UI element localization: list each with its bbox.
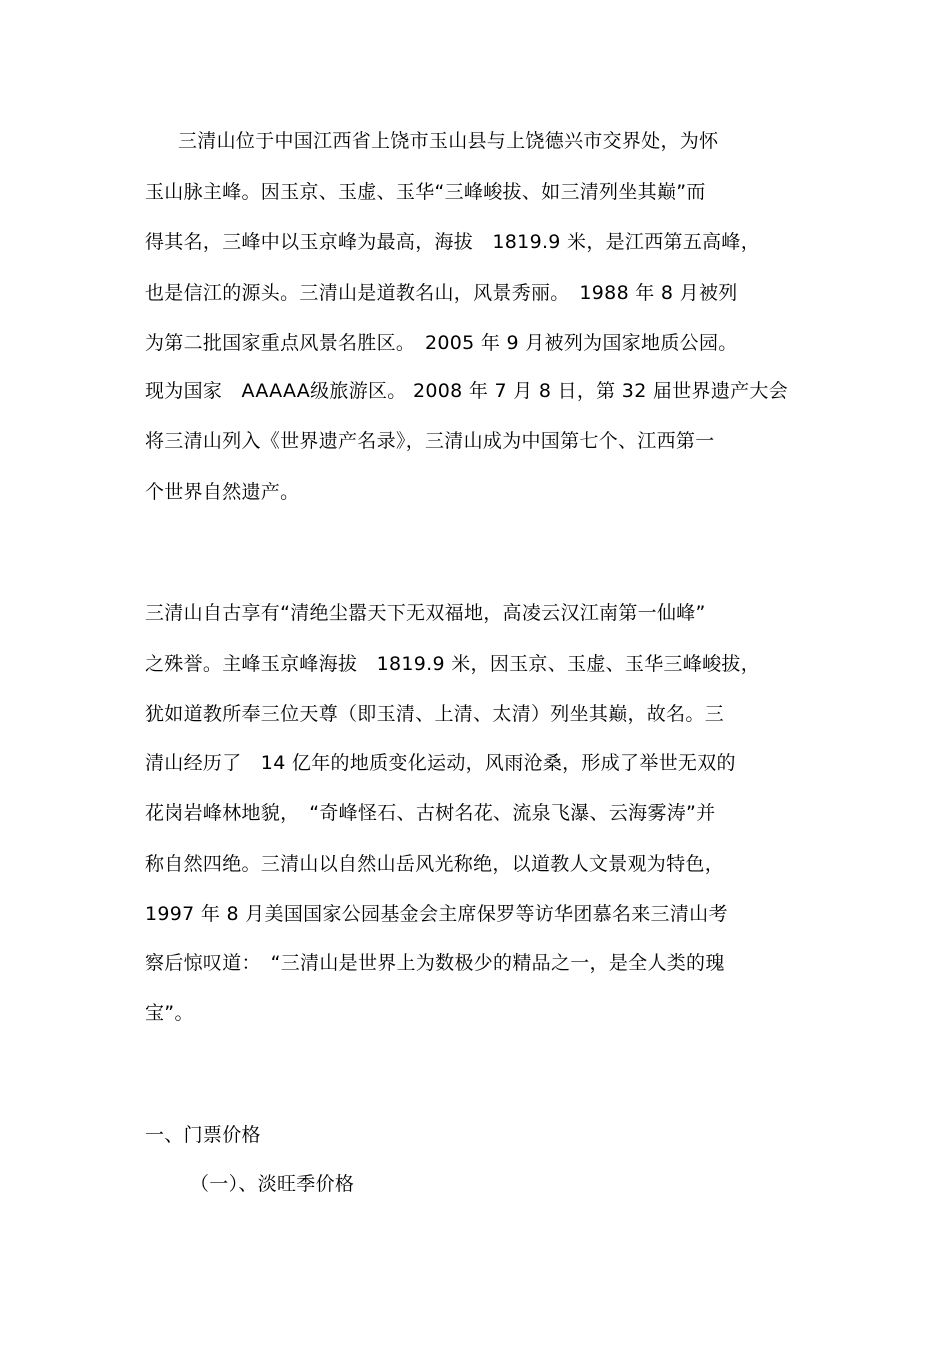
paragraph-1-line-5: 为第二批国家重点风景名胜区。 2005 年 9 月被列为国家地质公园。	[145, 332, 738, 354]
paragraph-1-line-8: 个世界自然遗产。	[145, 481, 300, 503]
section-heading: 一、门票价格	[145, 1124, 261, 1146]
paragraph-2-line-6: 称自然四绝。三清山以自然山岳风光称绝，以道教人文景观为特色，	[145, 853, 725, 875]
paragraph-2-line-2: 之殊誉。主峰玉京峰海拔 1819.9 米，因玉京、玉虚、玉华三峰峻拔，	[145, 653, 761, 675]
paragraph-2-line-3: 犹如道教所奉三位天尊（即玉清、上清、太清）列坐其巅，故名。三	[145, 703, 725, 725]
paragraph-1-line-4: 也是信江的源头。三清山是道教名山，风景秀丽。 1988 年 8 月被列	[145, 282, 738, 304]
paragraph-2-line-1: 三清山自古享有“清绝尘嚣天下无双福地，高凌云汉江南第一仙峰”	[145, 602, 706, 624]
paragraph-2-line-8: 察后惊叹道： “三清山是世界上为数极少的精品之一，是全人类的瑰	[145, 952, 725, 974]
paragraph-2-line-5: 花岗岩峰林地貌， “奇峰怪石、古树名花、流泉飞瀑、云海雾涛”并	[145, 802, 716, 824]
paragraph-2-line-7: 1997 年 8 月美国国家公园基金会主席保罗等访华团慕名来三清山考	[145, 903, 728, 925]
paragraph-1-line-7: 将三清山列入《世界遗产名录》，三清山成为中国第七个、江西第一	[145, 430, 715, 452]
subsection-heading: （一）、淡旺季价格	[190, 1173, 355, 1195]
paragraph-1-line-2: 玉山脉主峰。因玉京、玉虚、玉华“三峰峻拔、如三清列坐其巅”而	[145, 181, 706, 203]
paragraph-1-line-6: 现为国家 AAAAA级旅游区。 2008 年 7 月 8 日，第 32 届世界遗产大会	[145, 380, 789, 402]
paragraph-1-line-1: 三清山位于中国江西省上饶市玉山县与上饶德兴市交界处，为怀	[178, 130, 719, 152]
paragraph-2-line-4: 清山经历了 14 亿年的地质变化运动，风雨沧桑，形成了举世无双的	[145, 752, 736, 774]
paragraph-1-line-3: 得其名，三峰中以玉京峰为最高，海拔 1819.9 米，是江西第五高峰，	[145, 231, 761, 253]
paragraph-2-line-9: 宝”。	[145, 1002, 194, 1024]
